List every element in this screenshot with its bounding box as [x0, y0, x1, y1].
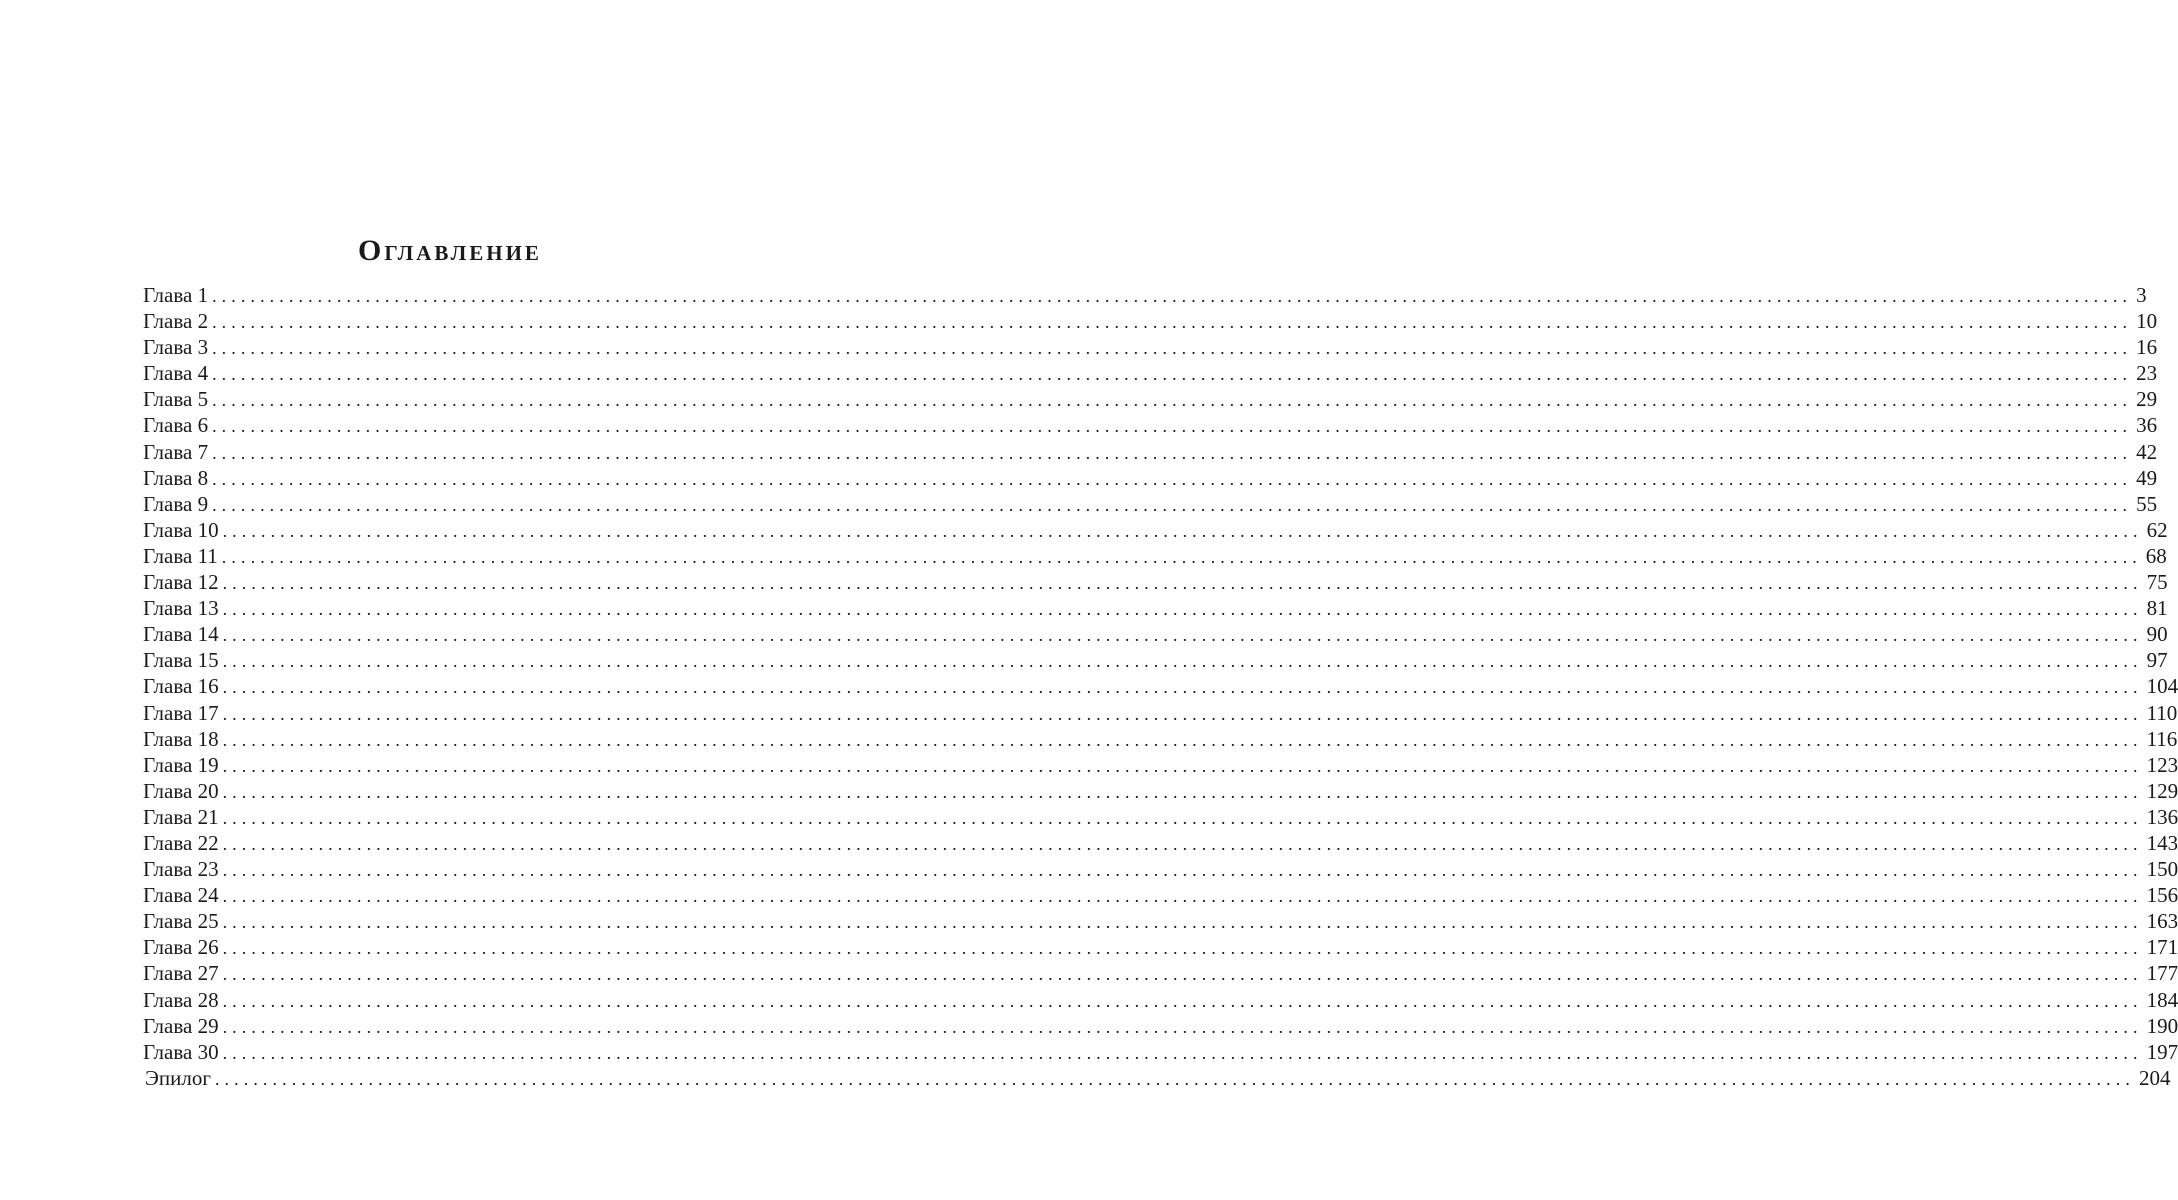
toc-entry-label: Глава 20: [143, 778, 219, 803]
toc-dot-leader: ........................................................................................................................................................................................................: [221, 546, 2142, 567]
toc-entry-label: Глава 25: [143, 909, 219, 934]
toc-entry[interactable]: [143, 1039, 2178, 1065]
toc-entry-page-number: 23: [2136, 361, 2158, 386]
toc-dot-leader: ........................................................................................................................................................................................................: [222, 573, 2143, 594]
toc-dot-leader: ........................................................................................................................................................................................................: [212, 312, 2133, 333]
toc-entry[interactable]: [143, 1065, 2171, 1091]
toc-entry-label: Глава 18: [143, 726, 219, 751]
toc-entry-label: Глава 27: [143, 961, 219, 986]
toc-entry-page-number: 90: [2146, 622, 2168, 647]
toc-entry[interactable]: [143, 595, 2168, 621]
toc-entry-label: Глава 30: [143, 1039, 219, 1064]
toc-entry[interactable]: [143, 778, 2178, 804]
toc-entry-page-number: 36: [2136, 413, 2158, 438]
toc-dot-leader: ........................................................................................................................................................................................................: [222, 964, 2143, 985]
toc-entry-page-number: 104: [2146, 674, 2178, 699]
toc-entry-label: Глава 8: [143, 465, 209, 490]
toc-entry-label: Глава 28: [143, 987, 219, 1012]
toc-entry[interactable]: [143, 673, 2178, 699]
toc-entry[interactable]: [143, 804, 2178, 830]
toc-entry[interactable]: [143, 569, 2168, 595]
toc-entry[interactable]: [143, 360, 2158, 386]
toc-entry-label: Глава 15: [143, 648, 219, 673]
toc-entry[interactable]: [143, 282, 2147, 308]
toc-entry-label: Глава 14: [143, 622, 219, 647]
toc-entry-page-number: 29: [2136, 387, 2158, 412]
toc-entry-page-number: 123: [2146, 752, 2178, 777]
toc-dot-leader: ........................................................................................................................................................................................................: [222, 990, 2143, 1011]
toc-dot-leader: ........................................................................................................................................................................................................: [222, 912, 2143, 933]
toc-entry[interactable]: [143, 543, 2167, 569]
toc-entry-label: Глава 13: [143, 596, 219, 621]
toc-entry-label: Глава 22: [143, 830, 219, 855]
toc-entry-page-number: 75: [2146, 570, 2168, 595]
toc-entry-page-number: 16: [2136, 335, 2158, 360]
toc-entry[interactable]: [143, 700, 2178, 726]
toc-entry[interactable]: [143, 908, 2178, 934]
toc-entry-page-number: 62: [2146, 517, 2168, 542]
toc-entry-label: Глава 24: [143, 883, 219, 908]
toc-entry-label: Глава 17: [143, 700, 219, 725]
toc-dot-leader: ........................................................................................................................................................................................................: [222, 703, 2143, 724]
toc-dot-leader: ........................................................................................................................................................................................................: [222, 1042, 2143, 1063]
toc-entry-page-number: 68: [2145, 543, 2167, 568]
toc-dot-leader: ........................................................................................................................................................................................................: [222, 1016, 2143, 1037]
toc-entry-page-number: 177: [2146, 961, 2178, 986]
toc-entry[interactable]: [143, 334, 2158, 360]
toc-dot-leader: ........................................................................................................................................................................................................: [222, 938, 2143, 959]
toc-entry-label: Глава 9: [143, 491, 209, 516]
toc-dot-leader: ........................................................................................................................................................................................................: [222, 729, 2143, 750]
toc-dot-leader: ........................................................................................................................................................................................................: [222, 520, 2143, 541]
toc-entry[interactable]: [143, 752, 2178, 778]
toc-dot-leader: ........................................................................................................................................................................................................: [214, 1068, 2135, 1089]
toc-entry-label: Глава 23: [143, 857, 219, 882]
toc-entry[interactable]: [143, 439, 2158, 465]
toc-entry-page-number: 42: [2136, 439, 2158, 464]
toc-entry-page-number: 129: [2146, 778, 2178, 803]
toc-dot-leader: ........................................................................................................................................................................................................: [212, 416, 2133, 437]
toc-entry-page-number: 190: [2146, 1013, 2178, 1038]
toc-entry-page-number: 10: [2136, 309, 2158, 334]
toc-entry[interactable]: [143, 1013, 2178, 1039]
toc-entry-label: Глава 2: [143, 309, 209, 334]
toc-entry-page-number: 116: [2146, 726, 2178, 751]
toc-entry-label: Глава 29: [143, 1013, 219, 1038]
toc-entry-label: Глава 4: [143, 361, 209, 386]
table-of-contents: [143, 282, 2178, 1091]
toc-entry-label: Глава 11: [143, 543, 218, 568]
toc-entry-page-number: 171: [2146, 935, 2178, 960]
toc-dot-leader: ........................................................................................................................................................................................................: [212, 390, 2133, 411]
toc-dot-leader: ........................................................................................................................................................................................................: [212, 364, 2133, 385]
toc-entry-page-number: 81: [2146, 596, 2168, 621]
toc-dot-leader: ........................................................................................................................................................................................................: [222, 677, 2143, 698]
toc-dot-leader: ........................................................................................................................................................................................................: [222, 860, 2143, 881]
toc-dot-leader: ........................................................................................................................................................................................................: [222, 755, 2143, 776]
toc-entry-label: Глава 19: [143, 752, 219, 777]
toc-entry-label: Глава 3: [143, 335, 209, 360]
toc-entry-page-number: 204: [2138, 1065, 2171, 1090]
toc-dot-leader: ........................................................................................................................................................................................................: [222, 807, 2143, 828]
toc-entry-page-number: 150: [2146, 857, 2178, 882]
toc-entry-page-number: 3: [2136, 283, 2147, 307]
toc-dot-leader: ........................................................................................................................................................................................................: [212, 494, 2133, 515]
toc-entry-label: Эпилог: [145, 1065, 211, 1090]
toc-dot-leader: ........................................................................................................................................................................................................: [222, 651, 2143, 672]
toc-entry-label: Глава 26: [143, 935, 219, 960]
toc-entry-label: Глава 5: [143, 387, 209, 412]
toc-entry-label: Глава 7: [143, 439, 209, 464]
toc-entry[interactable]: [143, 882, 2178, 908]
toc-entry[interactable]: [143, 647, 2168, 673]
toc-dot-leader: ........................................................................................................................................................................................................: [222, 833, 2143, 854]
toc-entry-page-number: 55: [2136, 491, 2158, 516]
toc-entry[interactable]: [143, 621, 2168, 647]
toc-entry-page-number: 143: [2146, 830, 2178, 855]
toc-entry[interactable]: [143, 491, 2158, 517]
toc-dot-leader: ........................................................................................................................................................................................................: [222, 625, 2143, 646]
toc-entry[interactable]: [143, 412, 2158, 438]
toc-entry-label: Глава 16: [143, 674, 219, 699]
toc-entry[interactable]: [143, 308, 2158, 334]
toc-entry-page-number: 163: [2146, 909, 2178, 934]
toc-dot-leader: ........................................................................................................................................................................................................: [222, 781, 2143, 802]
toc-dot-leader: ........................................................................................................................................................................................................: [212, 442, 2133, 463]
toc-entry-label: Глава 12: [143, 570, 219, 595]
toc-dot-leader: ........................................................................................................................................................................................................: [212, 286, 2133, 306]
page-title: Оглавление: [358, 234, 542, 268]
toc-entry-page-number: 197: [2146, 1039, 2178, 1064]
toc-entry[interactable]: [143, 517, 2168, 543]
toc-entry[interactable]: [143, 934, 2178, 960]
toc-dot-leader: ........................................................................................................................................................................................................: [212, 468, 2133, 489]
toc-dot-leader: ........................................................................................................................................................................................................: [222, 886, 2143, 907]
toc-dot-leader: ........................................................................................................................................................................................................: [212, 338, 2133, 359]
toc-entry[interactable]: [143, 856, 2178, 882]
toc-entry-page-number: 136: [2146, 804, 2178, 829]
toc-entry[interactable]: [143, 830, 2178, 856]
toc-dot-leader: ........................................................................................................................................................................................................: [222, 599, 2143, 620]
toc-entry[interactable]: [143, 960, 2178, 986]
toc-entry[interactable]: [143, 465, 2158, 491]
toc-entry-page-number: 97: [2146, 648, 2168, 673]
toc-entry-page-number: 184: [2146, 987, 2178, 1012]
toc-entry[interactable]: [143, 386, 2158, 412]
toc-entry-label: Глава 1: [143, 283, 209, 307]
toc-entry-label: Глава 21: [143, 804, 219, 829]
toc-entry[interactable]: [143, 726, 2178, 752]
toc-entry-page-number: 49: [2136, 465, 2158, 490]
toc-entry-page-number: 156: [2146, 883, 2178, 908]
toc-entry[interactable]: [143, 987, 2178, 1013]
toc-entry-label: Глава 6: [143, 413, 209, 438]
toc-entry-label: Глава 10: [143, 517, 219, 542]
toc-entry-page-number: 110: [2146, 700, 2178, 725]
